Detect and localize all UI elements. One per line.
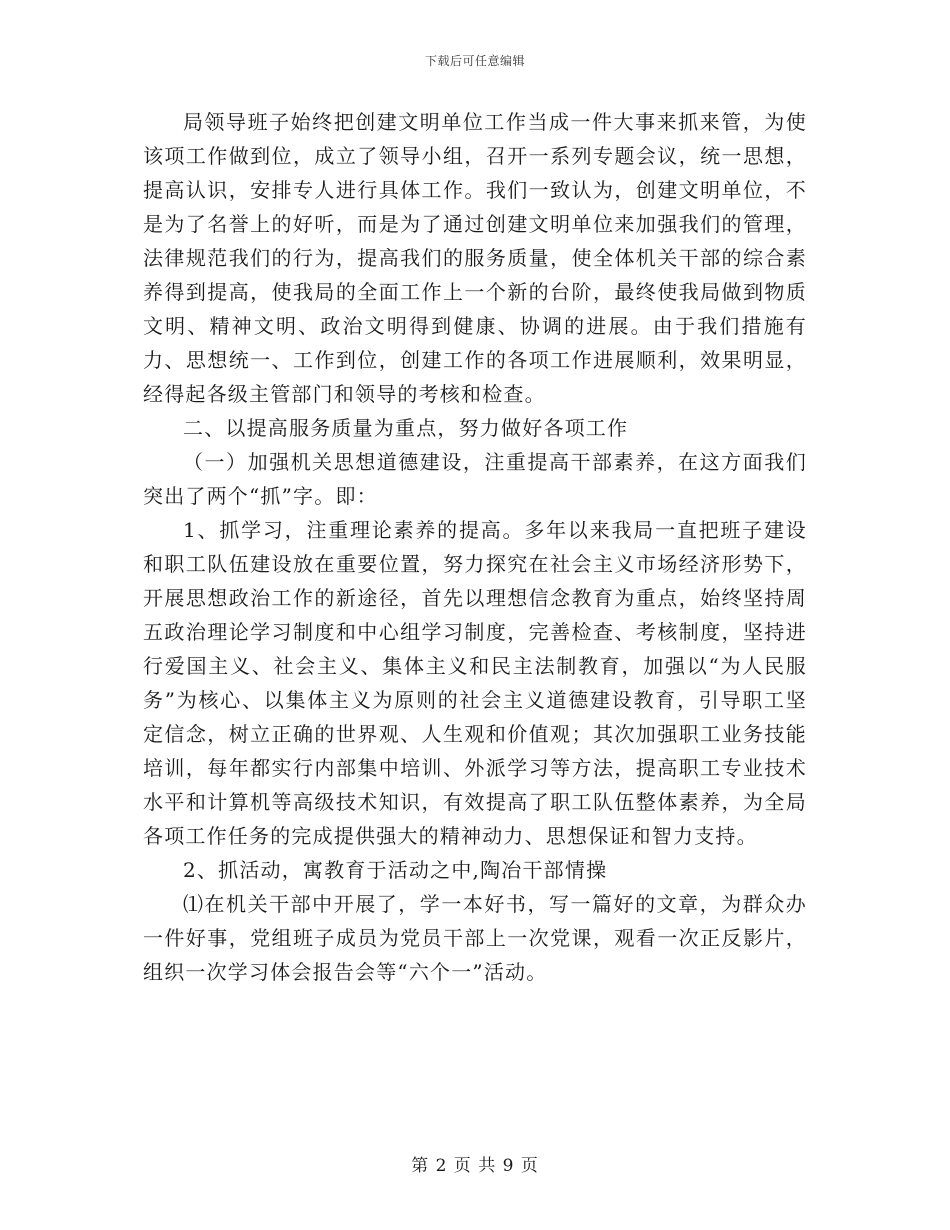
header-note: 下载后可任意编辑: [424, 54, 525, 68]
page-number: 第 2 页 共 9 页: [411, 1156, 539, 1176]
subsection-ideological-building: （一）加强机关思想道德建设，注重提高干部素养，在这方面我们突出了两个“抓”字。即：: [143, 450, 807, 508]
paragraph-study: 1、抓学习，注重理论素养的提高。多年以来我局一直把班子建设和职工队伍建设放在重要位置，努力探究在社会主义市场经济形势下，开展思想政治工作的新途径，首先以理想信念教育为重点，始终坚持周五政治理论学习制度和中心组学习制度，完善检查、考核制度，坚持进行爱国主义、社会主义、集体主义和民主法制教育，加强以“为人民服务”为核心、以集体主义为原则的社会主义道德建设教育，引导职工坚定信念，树立正确的世界观、人生观和价值观；其次加强职工业务技能培训，每年都实行内部集中培训、外派学习等方法，提高职工专业技术水平和计算机等高级技术知识，有效提高了职工队伍整体素养，为全局各项工作任务的完成提供强大的精神动力、思想保证和智力支持。: [143, 518, 807, 848]
paragraph-activities-heading: 2、抓活动，寓教育于活动之中,陶冶干部情操: [183, 858, 608, 882]
paragraph-six-ones: ⑴在机关干部中开展了，学一本好书，写一篇好的文章，为群众办一件好事，党组班子成员为党员干部上一次党课，观看一次正反影片，组织一次学习体会报告会等“六个一”活动。: [143, 892, 807, 984]
section-heading-service-quality: 二、以提高服务质量为重点，努力做好各项工作: [183, 416, 629, 440]
paragraph-creation-work: 局领导班子始终把创建文明单位工作当成一件大事来抓来管，为使该项工作做到位，成立了领导小组，召开一系列专题会议，统一思想，提高认识，安排专人进行具体工作。我们一致认为，创建文明单位，不是为了名誉上的好听，而是为了通过创建文明单位来加强我们的管理，法律规范我们的行为，提高我们的服务质量，使全体机关干部的综合素养得到提高，使我局的全面工作上一个新的台阶，最终使我局做到物质文明、精神文明、政治文明得到健康、协调的进展。由于我们措施有力、思想统一、工作到位，创建工作的各项工作进展顺利，效果明显，经得起各级主管部门和领导的考核和检查。: [143, 110, 807, 406]
document-body: [143, 105, 807, 989]
